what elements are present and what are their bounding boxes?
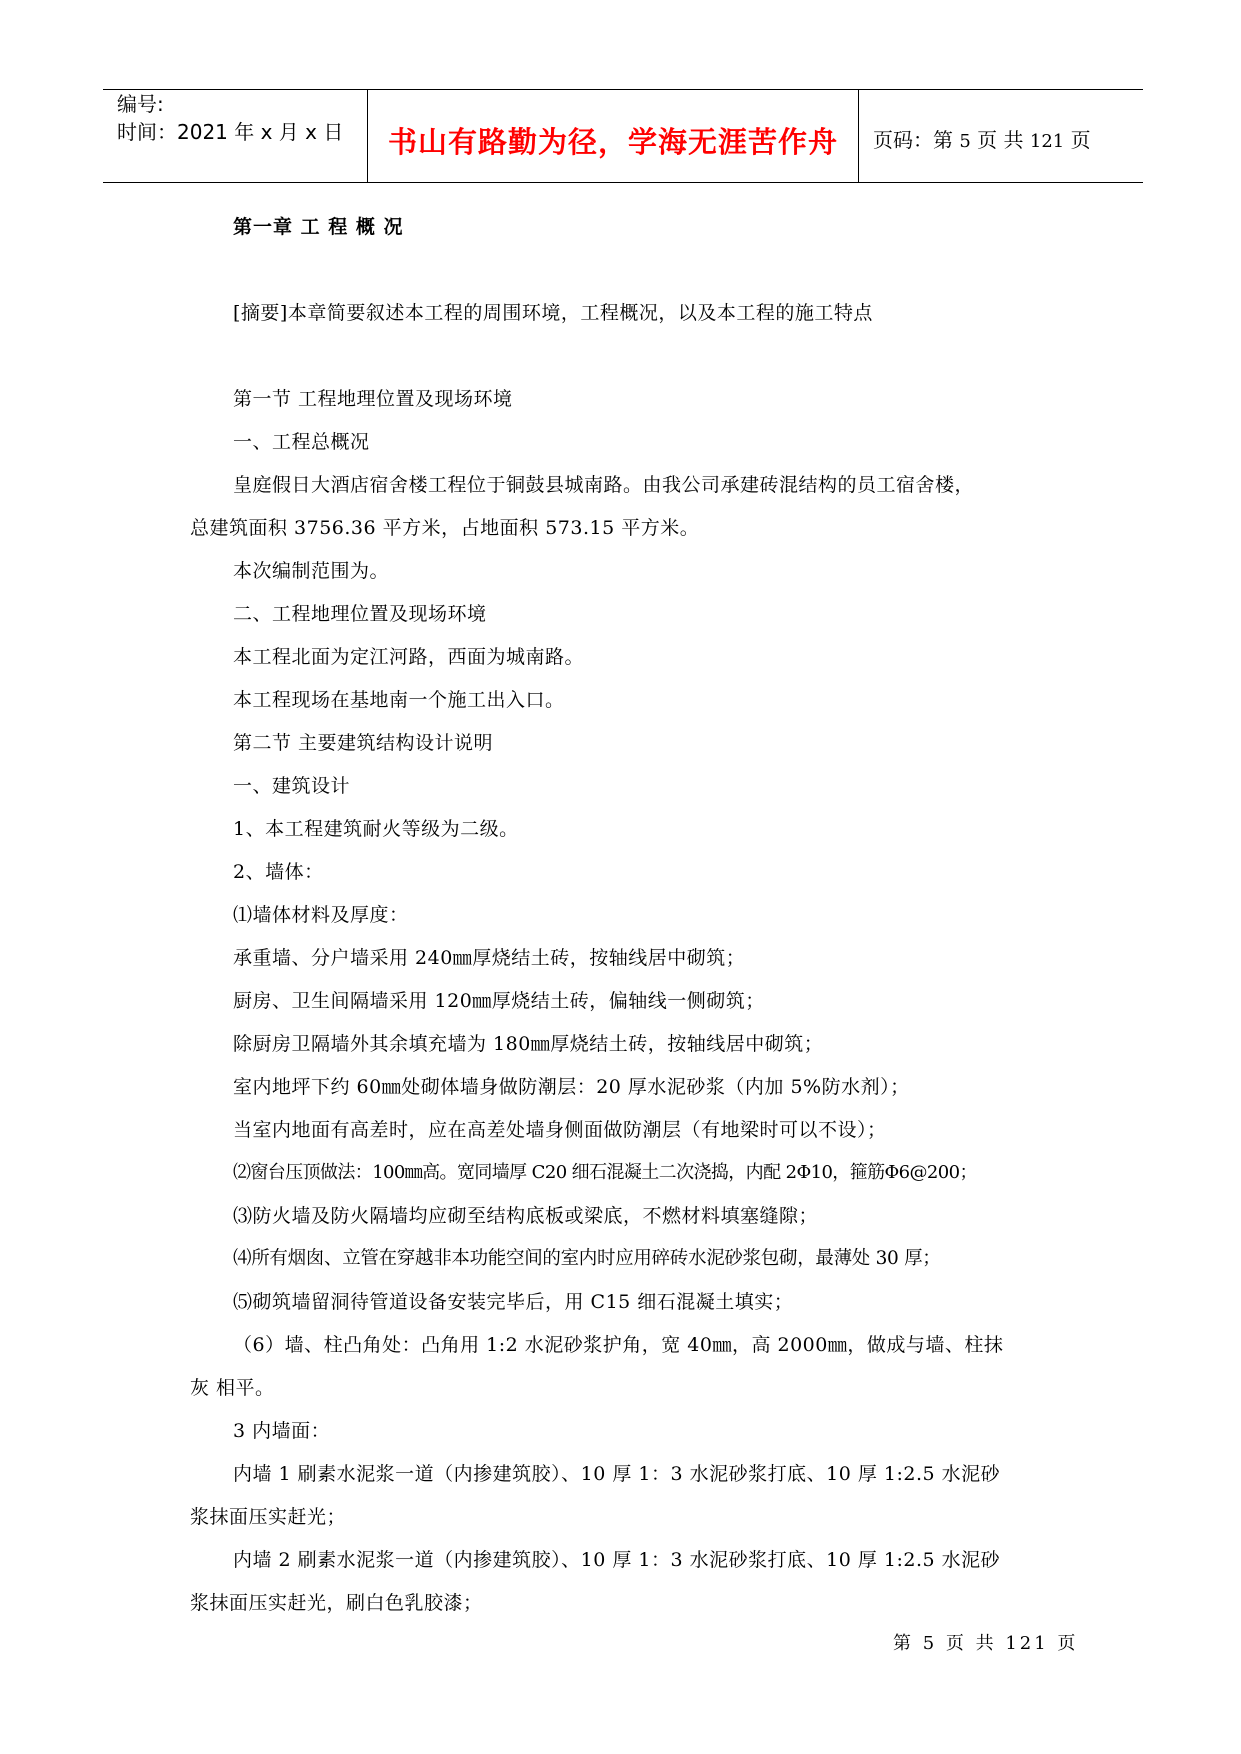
page-footer-number: 第 5 页 共 121 页 bbox=[893, 1633, 1079, 1654]
page-prefix: 页码：第 bbox=[873, 128, 953, 152]
document-code-label: 编号: bbox=[117, 92, 164, 116]
page-header bbox=[103, 89, 1143, 183]
paragraph-line: 除厨房卫隔墙外其余填充墙为 180㎜厚烧结土砖，按轴线居中砌筑； bbox=[233, 1033, 824, 1055]
paragraph-line: ⑷所有烟囱、立管在穿越非本功能空间的室内时应用碎砖水泥砂浆包砌，最薄处 30 厚； bbox=[233, 1248, 941, 1269]
paragraph-line: 本工程现场在基地南一个施工出入口。 bbox=[233, 689, 565, 711]
paragraph-line: ⑵窗台压顶做法：100㎜高。宽同墙厚 C20 细石混凝土二次浇捣，内配 2Φ10，箍筋Φ6@200； bbox=[233, 1162, 977, 1183]
header-page-cell bbox=[859, 90, 1143, 182]
paragraph-line: 浆抹面压实赶光； bbox=[190, 1506, 347, 1528]
paragraph-line: 厨房、卫生间隔墙采用 120㎜厚烧结土砖，偏轴线一侧砌筑； bbox=[233, 990, 765, 1012]
header-page-number bbox=[873, 124, 1091, 153]
page-suffix: 页 bbox=[1070, 128, 1091, 152]
header-motto-cell bbox=[368, 90, 859, 182]
page-total: 121 bbox=[1029, 131, 1065, 152]
paragraph-line: 灰 相平。 bbox=[190, 1377, 275, 1399]
subsection-heading: 一、工程总概况 bbox=[233, 431, 370, 453]
abstract-text: [摘要]本章简要叙述本工程的周围环境，工程概况，以及本工程的施工特点 bbox=[233, 302, 873, 324]
paragraph-line: 浆抹面压实赶光，刷白色乳胶漆； bbox=[190, 1592, 483, 1614]
subsection-heading: 3 内墙面： bbox=[233, 1420, 331, 1442]
chapter-title: 第一章 工 程 概 况 bbox=[233, 216, 404, 238]
page-mid: 页 共 bbox=[977, 128, 1024, 152]
paragraph-line: 本工程北面为定江河路，西面为城南路。 bbox=[233, 646, 585, 668]
subsection-heading: 一、建筑设计 bbox=[233, 775, 351, 797]
document-time-label: 时间：2021 年 x 月 x 日 bbox=[117, 120, 344, 144]
paragraph-line: 2、墙体： bbox=[233, 861, 324, 883]
paragraph-line: 本次编制范围为。 bbox=[233, 560, 390, 582]
paragraph-line: ⑶防火墙及防火隔墙均应砌至结构底板或梁底，不燃材料填塞缝隙； bbox=[233, 1205, 819, 1227]
section-heading: 第一节 工程地理位置及现场环境 bbox=[233, 388, 513, 410]
paragraph-line: 皇庭假日大酒店宿舍楼工程位于铜鼓县城南路。由我公司承建砖混结构的员工宿舍楼， bbox=[233, 474, 975, 496]
paragraph-line: （6）墙、柱凸角处：凸角用 1:2 水泥砂浆护角，宽 40㎜，高 2000㎜，做成与墙、柱抹 bbox=[233, 1334, 1004, 1356]
paragraph-line: 内墙 1 刷素水泥浆一道（内掺建筑胶）、10 厚 1：3 水泥砂浆打底、10 厚 1:2.5 水泥砂 bbox=[233, 1463, 1001, 1485]
page-current: 5 bbox=[959, 131, 971, 152]
paragraph-line: 承重墙、分户墙采用 240㎜厚烧结土砖，按轴线居中砌筑； bbox=[233, 947, 746, 969]
section-heading: 第二节 主要建筑结构设计说明 bbox=[233, 732, 494, 754]
paragraph-line: 总建筑面积 3756.36 平方米，占地面积 573.15 平方米。 bbox=[190, 517, 700, 539]
paragraph-line: 1、本工程建筑耐火等级为二级。 bbox=[233, 818, 519, 840]
paragraph-line: 当室内地面有高差时，应在高差处墙身侧面做防潮层（有地梁时可以不设）； bbox=[233, 1119, 887, 1141]
subsection-heading: 二、工程地理位置及现场环境 bbox=[233, 603, 487, 625]
paragraph-line: ⑴墙体材料及厚度： bbox=[233, 904, 409, 926]
paragraph-line: 室内地坪下约 60㎜处砌体墙身做防潮层：20 厚水泥砂浆（内加 5%防水剂）； bbox=[233, 1076, 910, 1098]
motto-text: 书山有路勤为径，学海无涯苦作舟 bbox=[387, 125, 838, 159]
header-left-cell bbox=[103, 90, 368, 182]
paragraph-line: 内墙 2 刷素水泥浆一道（内掺建筑胶）、10 厚 1：3 水泥砂浆打底、10 厚 1:2.5 水泥砂 bbox=[233, 1549, 1001, 1571]
paragraph-line: ⑸砌筑墙留洞待管道设备安装完毕后，用 C15 细石混凝土填实； bbox=[233, 1291, 794, 1313]
